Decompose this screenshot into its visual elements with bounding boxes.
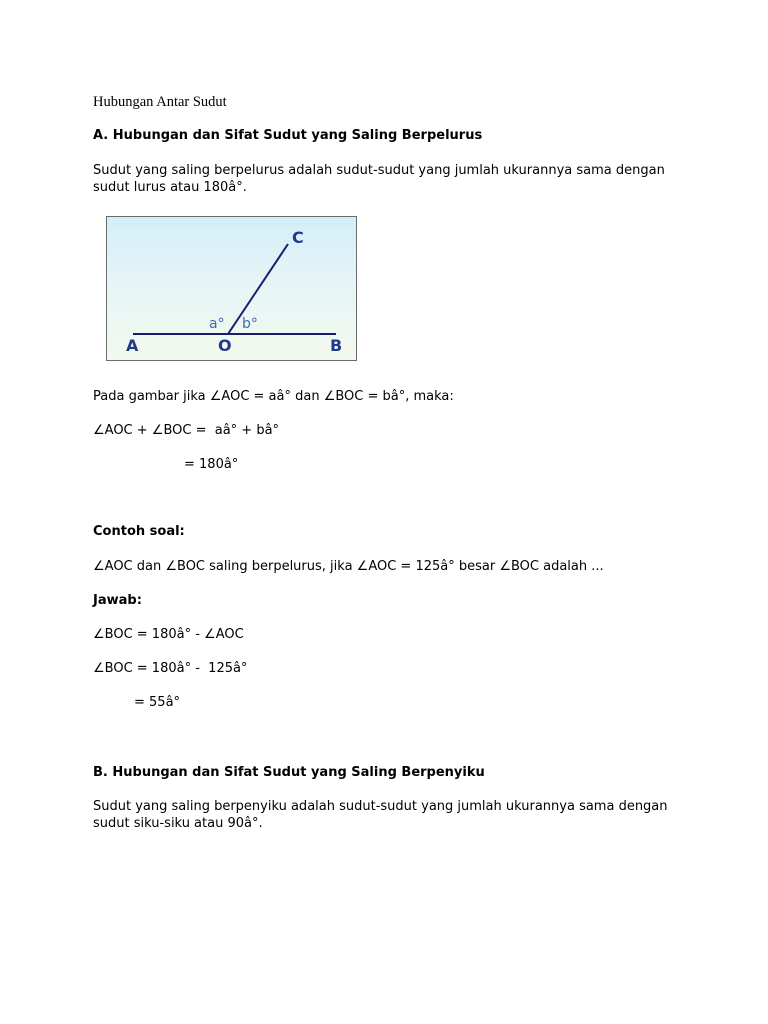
- section-b-paragraph: [93, 798, 693, 832]
- supplementary-angle-diagram: [106, 216, 357, 361]
- angle-a-label: a°: [209, 316, 225, 332]
- document-title: Hubungan Antar Sudut: [93, 94, 227, 110]
- angle-b-label: b°: [242, 316, 258, 332]
- section-b-paragraph-line-2: sudut siku-siku atau 90â°.: [93, 816, 263, 831]
- example-heading: Contoh soal:: [93, 524, 185, 539]
- section-a-paragraph-line-1: Sudut yang saling berpelurus adalah sudut-sudut yang jumlah ukurannya sama dengan: [93, 163, 665, 178]
- section-b-paragraph-line-1: Sudut yang saling berpenyiku adalah sudut-sudut yang jumlah ukurannya sama dengan: [93, 799, 668, 814]
- point-b-label: B: [330, 336, 343, 355]
- section-a-heading: A. Hubungan dan Sifat Sudut yang Saling Berpelurus: [93, 128, 483, 143]
- equation-line-2: = 180â°: [184, 457, 239, 472]
- section-b-heading: B. Hubungan dan Sifat Sudut yang Saling Berpenyiku: [93, 765, 485, 780]
- example-question: ∠AOC dan ∠BOC saling berpelurus, jika ∠AOC = 125â° besar ∠BOC adalah ...: [93, 559, 604, 574]
- section-a-paragraph: [93, 162, 693, 196]
- point-c-label: C: [292, 228, 304, 247]
- answer-step-2: ∠BOC = 180â° - 125â°: [93, 661, 248, 676]
- answer-step-1: ∠BOC = 180â° - ∠AOC: [93, 627, 244, 642]
- answer-heading: Jawab:: [93, 593, 142, 608]
- point-o-label: O: [218, 336, 232, 355]
- point-a-label: A: [126, 336, 139, 355]
- answer-step-3: = 55â°: [134, 695, 181, 710]
- section-a-paragraph-line-2: sudut lurus atau 180â°.: [93, 180, 247, 195]
- ray-oc: [228, 244, 288, 334]
- equation-line-1: ∠AOC + ∠BOC = aâ° + bâ°: [93, 423, 280, 438]
- figure-statement: Pada gambar jika ∠AOC = aâ° dan ∠BOC = bâ°, maka:: [93, 389, 454, 404]
